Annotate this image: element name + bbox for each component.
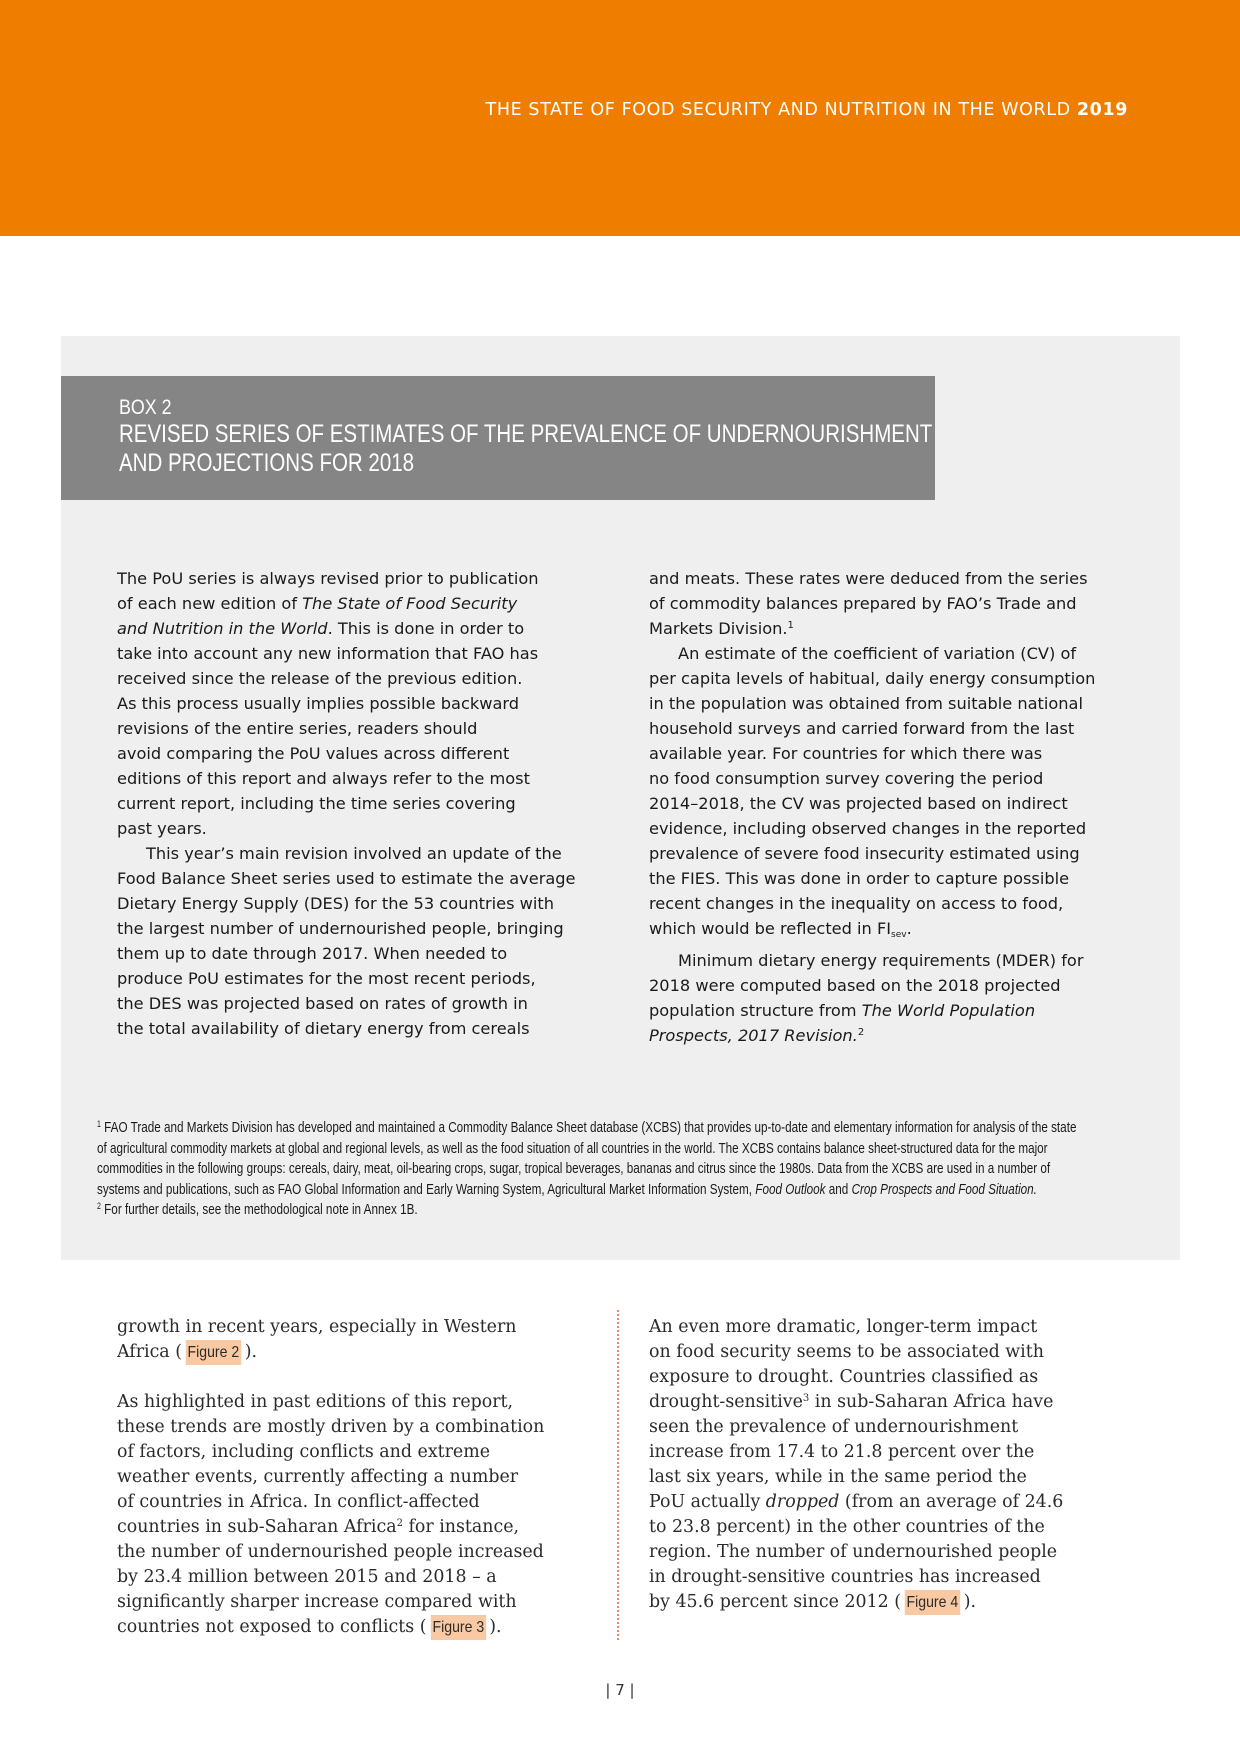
box-title-line: AND PROJECTIONS FOR 2018: [119, 449, 415, 477]
box-header: [61, 376, 935, 500]
text-line: current report, including the time series covering: [117, 794, 516, 813]
text-line: increase from 17.4 to 21.8 percent over the: [649, 1442, 1035, 1462]
footnote-line: [97, 1118, 1076, 1139]
text-line: [117, 591, 607, 616]
text-line: recent changes in the inequality on access to food,: [649, 894, 1064, 913]
text-line: revisions of the entire series, readers should: [117, 719, 478, 738]
figure-2-link[interactable]: Figure 2: [186, 1340, 241, 1365]
box-title: [119, 420, 932, 478]
text-line: by 23.4 million between 2015 and 2018 – a: [117, 1567, 497, 1587]
text-span: countries not exposed to conflicts (: [117, 1617, 427, 1637]
text-span: ).: [963, 1592, 977, 1612]
text-line: [117, 1340, 587, 1365]
text-line: of commodity balances prepared by FAO’s Trade and: [649, 594, 1077, 613]
publication-title: The World Population: [861, 1001, 1036, 1020]
text-span: ).: [244, 1342, 258, 1362]
footnote-mark: 1: [97, 1119, 101, 1129]
page-number: | 7 |: [605, 1681, 635, 1699]
text-line: produce PoU estimates for the most recent periods,: [117, 969, 536, 988]
text-span: ).: [489, 1617, 502, 1637]
text-line: to 23.8 percent) in the other countries of the: [649, 1517, 1045, 1537]
text-span: for instance,: [402, 1517, 520, 1537]
text-line: [649, 616, 1129, 641]
footnote-mark: 1: [787, 620, 794, 631]
emphasis: dropped: [765, 1492, 840, 1512]
text-span: in sub-Saharan Africa have: [809, 1392, 1054, 1412]
box-label: BOX 2: [119, 396, 172, 419]
text-line: the FIES. This was done in order to capture possible: [649, 869, 1070, 888]
text-line: the number of undernourished people increased: [117, 1542, 544, 1562]
text-line: As this process usually implies possible backward: [117, 694, 520, 713]
column-divider: [617, 1310, 619, 1640]
text-line: significantly sharper increase compared with: [117, 1592, 517, 1612]
text-span: (from an average of 24.6: [839, 1492, 1064, 1512]
publication-title: and Nutrition in the World: [117, 619, 328, 638]
text-line: [649, 1023, 1129, 1048]
text-span: of each new edition of: [117, 594, 303, 613]
text-span: countries in sub-Saharan Africa: [117, 1517, 397, 1537]
footnote-line: [97, 1200, 1076, 1221]
box-right-column: [649, 566, 1129, 1048]
text-line: An even more dramatic, longer-term impact: [649, 1317, 1038, 1337]
text-line: available year. For countries for which there was: [649, 744, 1043, 763]
paragraph-gap: [117, 1365, 587, 1390]
figure-4-link[interactable]: Figure 4: [905, 1590, 960, 1615]
footnote-mark: 2: [97, 1201, 101, 1212]
text-line: the total availability of dietary energy from cereals: [117, 1019, 530, 1038]
text-line: evidence, including observed changes in the reported: [649, 819, 1087, 838]
text-line: [649, 1590, 1119, 1615]
footnote-mark: 2: [396, 1518, 403, 1529]
text-line: on food security seems to be associated with: [649, 1342, 1044, 1362]
text-line: received since the release of the previous edition.: [117, 669, 523, 688]
text-span: . This is done in order to: [327, 619, 525, 638]
publication-title: Food Outlook: [755, 1180, 826, 1198]
text-line: last six years, while in the same period the: [649, 1467, 1027, 1487]
text-line: region. The number of undernourished people: [649, 1542, 1058, 1562]
text-line: past years.: [117, 819, 207, 838]
text-line: 2014–2018, the CV was projected based on indirect: [649, 794, 1068, 813]
subscript: sev: [891, 930, 907, 940]
text-line: take into account any new information that FAO has: [117, 644, 539, 663]
text-line: and meats. These rates were deduced from the series: [649, 569, 1088, 588]
text-line: in drought-sensitive countries has increased: [649, 1567, 1041, 1587]
text-line: these trends are mostly driven by a combination: [117, 1417, 545, 1437]
running-header: [486, 100, 1128, 120]
text-line: [649, 916, 1129, 948]
footnote-mark: 3: [802, 1393, 810, 1404]
text-line: The PoU series is always revised prior to publication: [117, 569, 539, 588]
text-line: [117, 1515, 587, 1540]
text-line: per capita levels of habitual, daily energy consumption: [649, 669, 1096, 688]
text-line: exposure to drought. Countries classified as: [649, 1367, 1039, 1387]
text-line: Food Balance Sheet series used to estimate the average: [117, 869, 576, 888]
text-line: [649, 1490, 1119, 1515]
text-line: the largest number of undernourished people, bringing: [117, 919, 564, 938]
text-span: population structure from: [649, 1001, 862, 1020]
text-line: Dietary Energy Supply (DES) for the 53 countries with: [117, 894, 554, 913]
figure-3-link[interactable]: Figure 3: [430, 1615, 485, 1640]
text-line: growth in recent years, especially in Western: [117, 1317, 517, 1337]
text-line: [117, 1615, 587, 1640]
footnote-line: [97, 1180, 1076, 1201]
text-line: [649, 998, 1129, 1023]
text-line: [649, 1390, 1119, 1415]
body-right-column: [649, 1315, 1119, 1615]
text-line: prevalence of severe food insecurity estimated using: [649, 844, 1080, 863]
text-span: by 45.6 percent since 2012 (: [649, 1592, 902, 1612]
text-line: seen the prevalence of undernourishment: [649, 1417, 1019, 1437]
box-title-line: REVISED SERIES OF ESTIMATES OF THE PREVALENCE OF UNDERNOURISHMENT: [119, 420, 933, 448]
box-footnotes: [97, 1118, 1240, 1221]
box-left-column: [117, 566, 607, 1041]
text-span: PoU actually: [649, 1492, 766, 1512]
running-title: THE STATE OF FOOD SECURITY AND NUTRITION IN THE WORLD: [485, 100, 1071, 120]
text-span: systems and publications, such as FAO Global Information and Early Warning System, Agricultural Market Information System,: [97, 1180, 756, 1198]
text-span: which would be reflected in FI: [649, 919, 892, 938]
text-line: the DES was projected based on rates of growth in: [117, 994, 528, 1013]
text-line: of countries in Africa. In conflict-affected: [117, 1492, 480, 1512]
text-line: editions of this report and always refer to the most: [117, 769, 530, 788]
text-line: 2018 were computed based on the 2018 projected: [649, 976, 1061, 995]
text-line: weather events, currently affecting a number: [117, 1467, 519, 1487]
text-span: .: [906, 919, 912, 938]
text-line: no food consumption survey covering the period: [649, 769, 1044, 788]
footnote-mark: 2: [857, 1027, 865, 1038]
text-line: them up to date through 2017. When needed to: [117, 944, 508, 963]
text-line: in the population was obtained from suitable national: [649, 694, 1083, 713]
text-span: For further details, see the methodological note in Annex 1B.: [100, 1201, 418, 1219]
publication-title: Prospects, 2017 Revision.: [649, 1026, 858, 1045]
body-left-column: [117, 1315, 587, 1640]
text-span: FAO Trade and Markets Division has developed and maintained a Commodity Balance Sheet database (XCBS) that provides up-to-date and elementary information for analysis of the state: [100, 1119, 1077, 1136]
text-line: Minimum dietary energy requirements (MDER) for: [678, 951, 1084, 970]
text-line: of factors, including conflicts and extreme: [117, 1442, 491, 1462]
text-line: An estimate of the coefficient of variation (CV) of: [678, 644, 1077, 663]
text-line: avoid comparing the PoU values across different: [117, 744, 510, 763]
text-line: [117, 616, 607, 641]
text-line: household surveys and carried forward from the last: [649, 719, 1075, 738]
text-span: Markets Division.: [649, 619, 788, 638]
text-line: This year’s main revision involved an update of the: [146, 844, 562, 863]
text-span: and: [825, 1180, 852, 1198]
text-span: drought-sensitive: [649, 1392, 803, 1412]
footnote-line: commodities in the following groups: cereals, dairy, meat, oil-bearing crops, sugar, tropical beverages, bananas and citrus since the 1980s. Data from the XCBS are used in a number of: [97, 1160, 1051, 1178]
text-line: As highlighted in past editions of this report,: [117, 1392, 514, 1412]
publication-title: The State of Food Security: [302, 594, 518, 613]
footnote-line: of agricultural commodity markets at global and regional levels, as well as the food situation of all countries in the world. The XCBS contains balance sheet-structured data for the major: [97, 1139, 1048, 1157]
text-span: Africa (: [117, 1342, 182, 1362]
running-year: 2019: [1076, 100, 1128, 120]
publication-title: Crop Prospects and Food Situation.: [851, 1180, 1037, 1198]
